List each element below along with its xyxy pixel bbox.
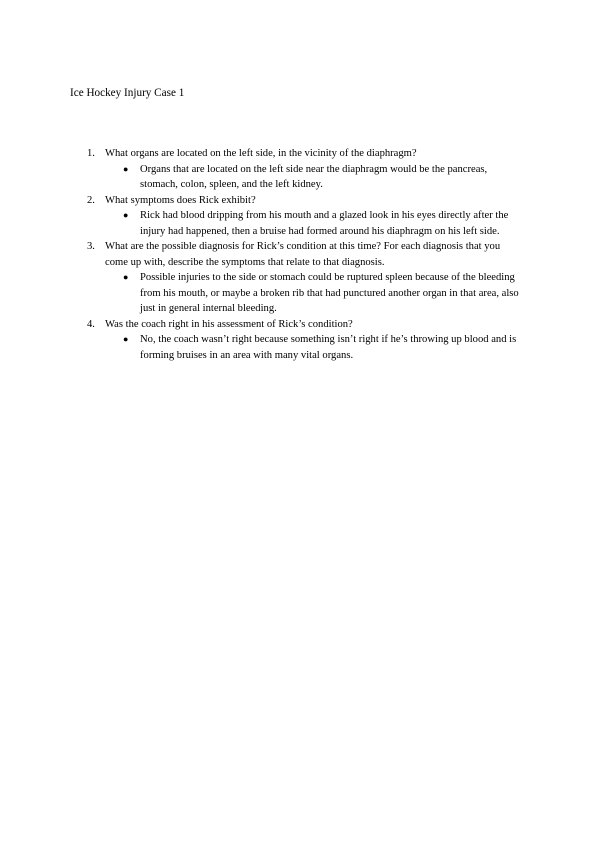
question-text: What organs are located on the left side, in the vicinity of the diaphragm?	[105, 148, 417, 159]
bullet-icon: ●	[123, 334, 129, 344]
question-text: Was the coach right in his assessment of Rick’s condition?	[105, 318, 353, 330]
question-text: What symptoms does Rick exhibit?	[105, 194, 256, 206]
question-item	[87, 317, 525, 364]
question-number: 3.	[87, 241, 95, 252]
question-item	[87, 146, 525, 193]
answer-list	[105, 332, 525, 363]
question-text: What are the possible diagnosis for Rick’s condition at this time? For each diagnosis that you come up with, describe the symptoms that relate to that diagnosis.	[105, 241, 501, 268]
answer-item	[123, 208, 525, 239]
answer-text: Rick had blood dripping from his mouth and a glazed look in his eyes directly after the injury had happened, then a bruise had formed around his diaphragm on his left side.	[140, 210, 509, 237]
answer-item	[123, 162, 525, 193]
question-number: 2.	[87, 194, 95, 206]
bullet-icon: ●	[123, 163, 129, 174]
answer-text: Possible injuries to the side or stomach could be ruptured spleen because of the bleeding from his mouth, or maybe a broken rib that had punctured another organ in that area, also just in general internal bleeding.	[140, 272, 519, 314]
question-number: 1.	[87, 148, 95, 159]
question-item	[87, 193, 525, 240]
answer-item	[123, 332, 525, 363]
question-number: 4.	[87, 318, 95, 330]
answer-list	[105, 270, 525, 317]
bullet-icon: ●	[123, 272, 129, 282]
answer-item	[123, 270, 525, 317]
answer-list	[105, 208, 525, 239]
bullet-icon: ●	[123, 210, 129, 220]
answer-text: No, the coach wasn’t right because something isn’t right if he’s throwing up blood and is forming bruises in an area with many vital organs.	[140, 334, 517, 361]
answer-list	[105, 162, 525, 193]
question-item	[87, 239, 525, 317]
answer-text: Organs that are located on the left side near the diaphragm would be the pancreas, stomach, colon, spleen, and the left kidney.	[140, 163, 488, 190]
question-list	[87, 146, 525, 363]
document-title: Ice Hockey Injury Case 1	[70, 87, 185, 99]
